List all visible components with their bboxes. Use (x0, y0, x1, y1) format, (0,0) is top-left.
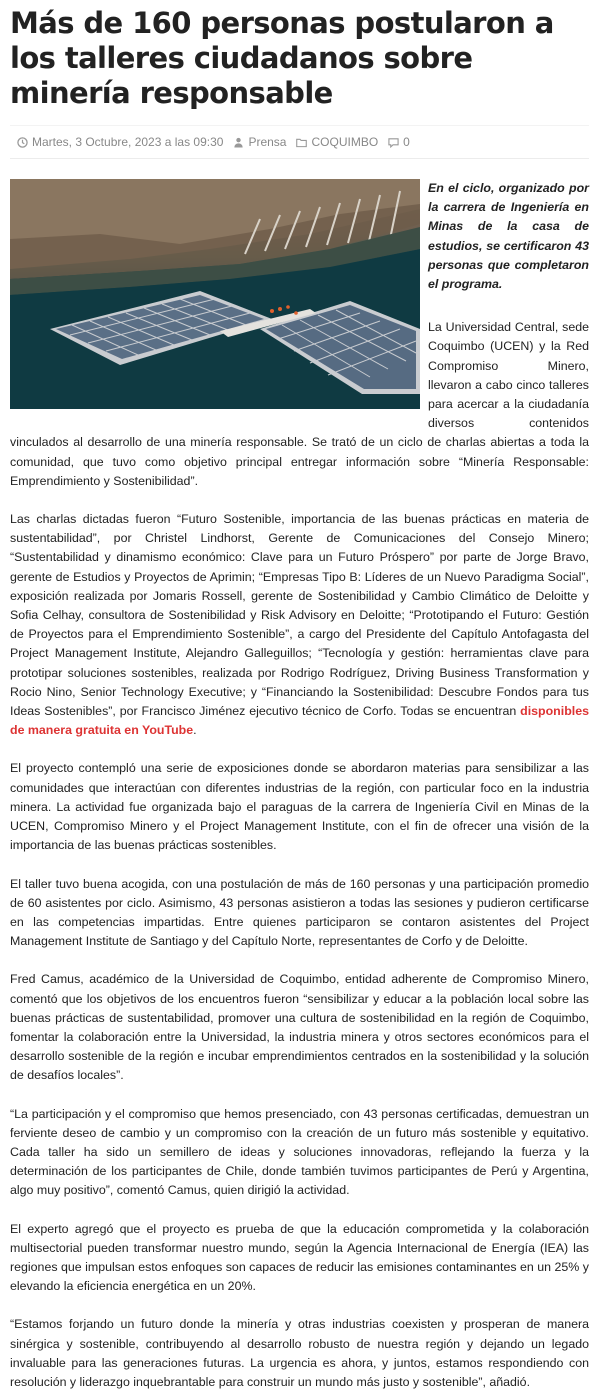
article-container (0, 6, 600, 1392)
youtube-link[interactable]: disponibles de manera gratuita en YouTube (10, 704, 589, 738)
post-comments[interactable] (388, 135, 410, 149)
paragraph-6: “La participación y el compromiso que hemos presenciado, con 43 personas certificadas, demuestran un ferviente deseo de cambio y un compromiso con la creación de un futuro más sostenible y equitativo. Cada taller ha sido un semillero de ideas y soluciones innovadoras, reflejando la fuerza y la determinación de los participantes de Chile, donde también tuvimos participantes de Perú y Argentina, algo muy positivo”, comentó Camus, quien dirigió la actividad. (10, 1106, 589, 1198)
post-meta (10, 125, 589, 159)
lead-paragraph: En el ciclo, organizado por la carrera de Ingeniería en Minas de la casa de estudios, se certificaron 43 personas que completaron el programa. (428, 181, 589, 292)
paragraph-1: La Universidad Central, sede Coquimbo (UCEN) y la Red Compromiso Minero, llevaron a cabo cinco talleres para acercar a la ciudadanía diversos contenidos vinculados al desarrollo de una minería responsable. Se trató de un ciclo de charlas abiertas a toda la comunidad, que tuvo como objetivo principal entregar información sobre “Minería Responsable: Emprendimiento y Sostenibilidad”. (10, 320, 589, 488)
paragraph-2 (10, 510, 589, 740)
article-body (10, 179, 589, 1392)
floating-solar-panels-image (10, 179, 420, 409)
post-comments-count: 0 (403, 135, 410, 149)
post-date (17, 135, 223, 149)
user-icon (233, 137, 244, 148)
post-author[interactable] (233, 135, 286, 149)
page-title: Más de 160 personas postularon a los talleres ciudadanos sobre minería responsable (10, 6, 554, 110)
paragraph-2-end: . (193, 723, 197, 738)
post-category[interactable] (296, 135, 378, 149)
comment-icon (388, 137, 399, 148)
paragraph-5: Fred Camus, académico de la Universidad de Coquimbo, entidad adherente de Compromiso Minero, comentó que los objetivos de los encuentros fueron “sensibilizar y educar a la población local sobre las buenas prácticas de sustentabilidad, promover una cultura de sostenibilidad en la región de Coquimbo, fomentar la colaboración entre la Universidad, la industria minera y otros sectores económicos para el desarrollo sostenible de la región e incubar emprendimientos centrados en la sostenibilidad y la solución de desafíos locales”. (10, 972, 589, 1083)
post-author-text: Prensa (248, 135, 287, 149)
folder-icon (296, 137, 307, 148)
paragraph-8: “Estamos forjando un futuro donde la minería y otras industrias coexisten y prosperan de manera sinérgica y sostenible, contribuyendo al desarrollo robusto de nuestra región y dejando un legado invaluable para las generaciones futuras. La urgencia es ahora, y juntos, estamos respondiendo con resolución y liderazgo inquebrantable para construir un mundo más justo y sostenible”, añadió. (10, 1317, 589, 1389)
paragraph-2-text: Las charlas dictadas fueron “Futuro Sostenible, importancia de las buenas prácticas en materia de sustentabilidad”, por Christel Lindhorst, Gerente de Comunicaciones del Consejo Minero; “Sustentabilidad y dinamismo económico: Clave para un Futuro Próspero” por parte de Jorge Bravo, gerente de Estudios y Proyectos de Aprimin; “Empresas Tipo B: Líderes de un Nuevo Paradigma Social”, exposición realizada por Jomaris Rossell, gerente de Sostenibilidad y Cambio Climático de Deloitte y Sofia Celhay, consultora de Sostenibilidad y Risk Advisory en Deloitte; “Prototipando el Futuro: Gestión de Proyectos para el Emprendimiento Sostenible”, a cargo del Presidente del Capítulo Antofagasta del Project Management Institute, Alejandro Galleguillos; “Tecnología y gestión: herramientas clave para prototipar soluciones sostenibles, realizada por Rodrigo Rodríguez, Driving Business Transformation y Rocio Nino, Senior Technology Executive; y “Financiando la Sostenibilidad: Descubre Fondos para tus Ideas Sostenibles”, por Francisco Jiménez ejecutivo técnico de Corfo. Todas se encuentran (10, 512, 589, 719)
post-category-link[interactable]: COQUIMBO (311, 135, 379, 149)
clock-icon (17, 137, 28, 148)
article-image (10, 179, 420, 409)
paragraph-4: El taller tuvo buena acogida, con una postulación de más de 160 personas y una participación promedio de 60 asistentes por ciclo. Asimismo, 43 personas asistieron a todas las sesiones y pudieron certificarse en las competencias impartidas. Entre quienes participaron se contaron asistentes del Project Management Institute de Santiago y del Capítulo Norte, representantes de Corfo y de Deloitte. (10, 876, 589, 949)
paragraph-7: El experto agregó que el proyecto es prueba de que la educación comprometida y la colaboración multisectorial pueden transformar nuestro mundo, según la Agencia Internacional de Energía (IEA) las regiones que impulsan estos enfoques son capaces de reducir las emisiones contaminantes en un 25% y elevando la eficiencia energética en un 20%. (10, 1221, 589, 1294)
post-date-text: Martes, 3 Octubre, 2023 a las 09:30 (32, 135, 224, 149)
paragraph-3: El proyecto contempló una serie de exposiciones donde se abordaron materias para sensibilizar a las comunidades que interactúan con diferentes industrias de la región, con particular foco en la industria minera. La actividad fue organizada bajo el paraguas de la carrera de Ingeniería Civil en Minas de la UCEN, Compromiso Minero y el Project Management Institute, con el fin de ofrecer una visión de la importancia de las buenas prácticas sostenibles. (10, 761, 589, 853)
